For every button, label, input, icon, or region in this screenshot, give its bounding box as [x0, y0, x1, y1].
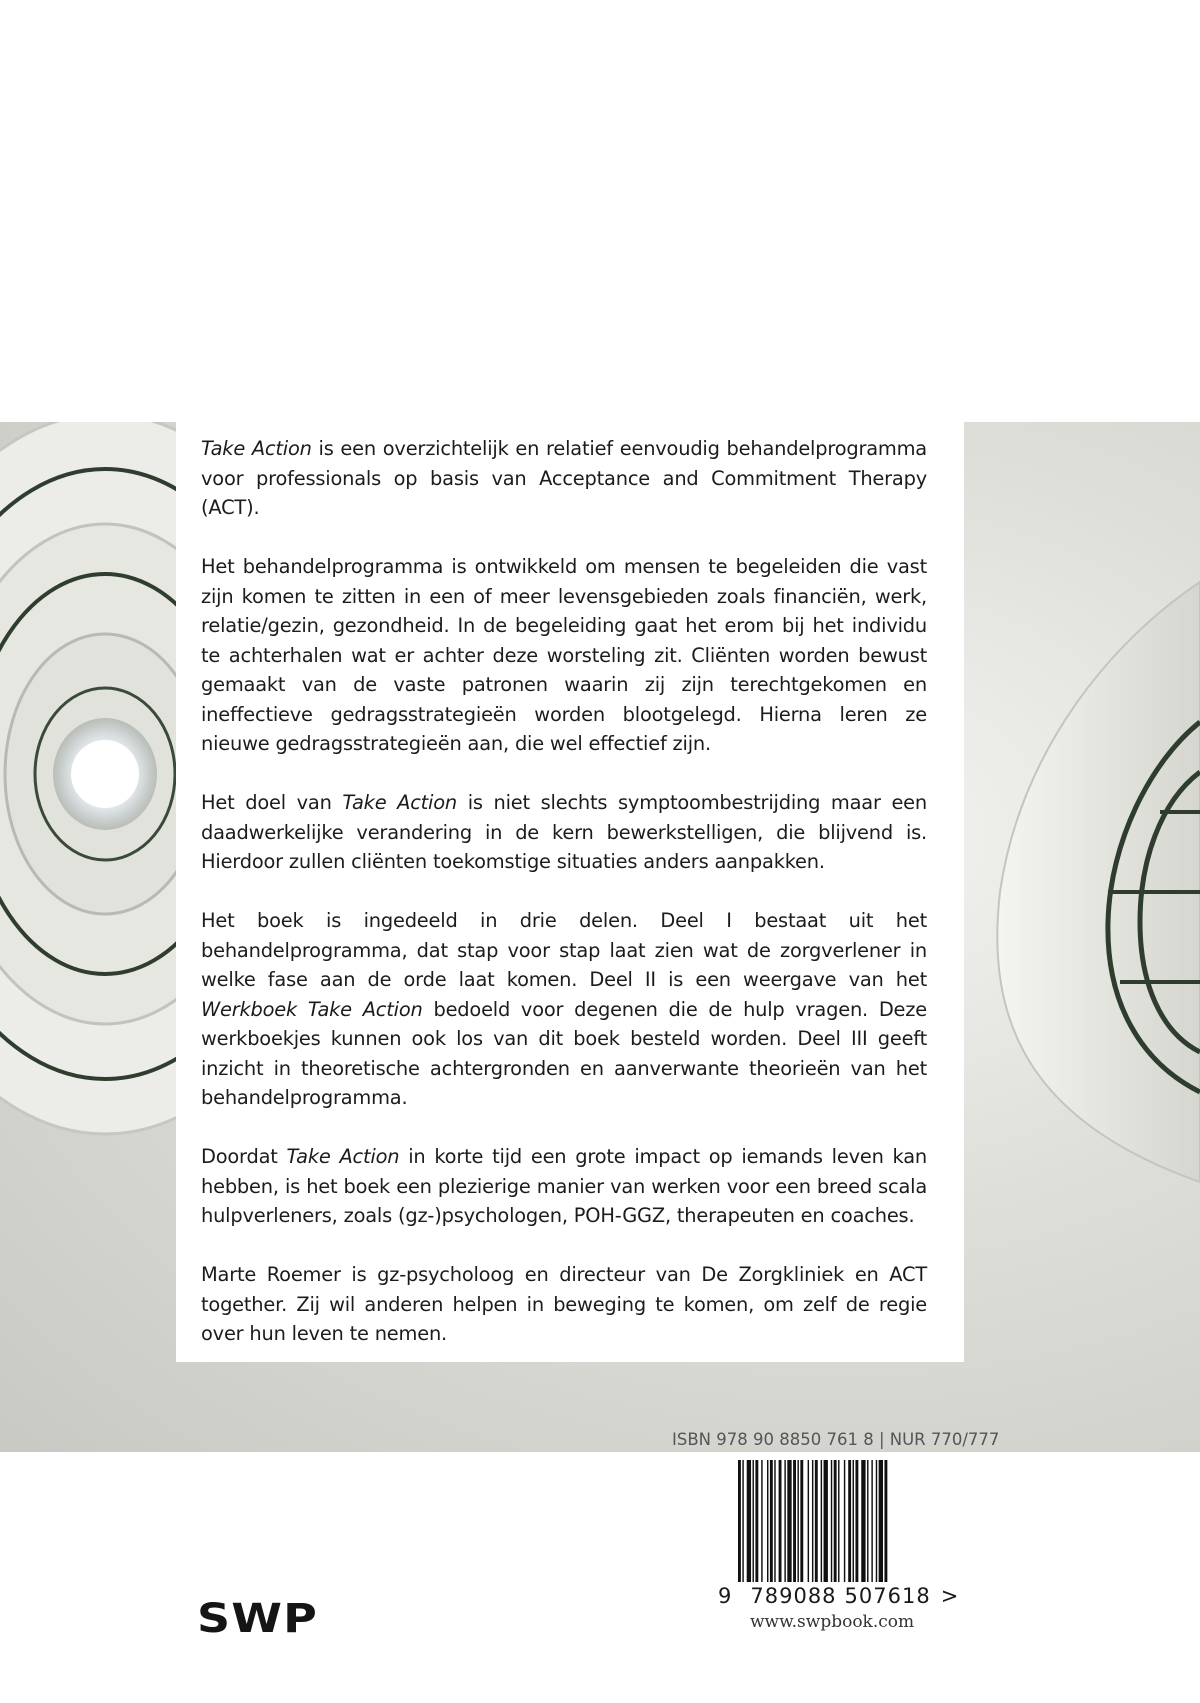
blurb-paragraph — [201, 434, 927, 523]
barcode-bar — [844, 1460, 845, 1582]
barcode-bar — [761, 1460, 762, 1582]
barcode-bar — [867, 1460, 868, 1582]
barcode-bar — [861, 1460, 865, 1582]
barcode-arrow: > — [940, 1584, 960, 1608]
barcode-first-digit: 9 — [718, 1584, 733, 1608]
barcode-bar — [815, 1460, 818, 1582]
italic-title-run: Take Action — [201, 437, 312, 460]
barcode-bar — [779, 1460, 782, 1582]
publisher-logo: SWP — [197, 1596, 319, 1642]
barcode-bar — [755, 1460, 758, 1582]
barcode-bar — [774, 1460, 775, 1582]
text-run: bedoeld voor degenen die de hulp vragen. Deze werkboekjes kunnen ook los van dit boek besteld worden. Deel III geeft inzicht in theoretische achtergronden en aanverwante theorieën van het behandelprogramma. — [201, 997, 927, 1109]
text-run: Doordat — [201, 1145, 287, 1168]
barcode-bar — [808, 1460, 809, 1582]
barcode-digits — [718, 1584, 959, 1608]
text-run: Het boek is ingedeeld in drie delen. Deel I bestaat uit het behandelprogramma, dat stap voor stap laat zien wat de zorgverlener in welke fase aan de orde laat komen. Deel II is een weergave van het — [201, 909, 927, 991]
barcode-bar — [797, 1460, 798, 1582]
blurb-paragraph — [201, 552, 927, 759]
isbn-nur-line: ISBN 978 90 8850 761 8 | NUR 770/777 — [672, 1430, 1000, 1449]
blurb-paragraph — [201, 1142, 927, 1231]
barcode-bar — [884, 1460, 887, 1582]
barcode-bar — [834, 1460, 837, 1582]
barcode-bar — [831, 1460, 832, 1582]
barcode-bar — [800, 1460, 803, 1582]
barcode-bar — [747, 1460, 751, 1582]
barcode-bar — [784, 1460, 785, 1582]
italic-title-run: Take Action — [342, 791, 458, 814]
text-run: Het behandelprogramma is ontwikkeld om mensen te begeleiden die vast zijn komen te zitten in een of meer levensgebieden zoals financiën, werk, relatie/gezin, gezondheid. In de begeleiding gaat het erom bij het individu te achterhalen wat er achter deze worsteling zit. Cliënten worden bewust gemaakt van de vaste patronen waarin zij zijn terechtgekomen en ineffectieve gedragsstrategieën worden blootgelegd. Hierna leren ze nieuwe gedragsstrategieën aan, die wel effectief zijn. — [201, 555, 927, 755]
barcode-bar — [879, 1460, 883, 1582]
barcode-bar — [770, 1460, 773, 1582]
barcode-bar — [848, 1460, 851, 1582]
text-run: is niet slechts symptoombestrijding maar een daadwerkelijke verandering in de kern bewerkstelligen, die blijvend is. Hierdoor zullen cliënten toekomstige situaties anders aanpakken. — [201, 791, 927, 873]
barcode-bar — [787, 1460, 791, 1582]
back-cover-blurb — [176, 422, 964, 1362]
publisher-url: www.swpbook.com — [750, 1612, 915, 1632]
italic-title-run: Werkboek Take Action — [201, 997, 423, 1021]
barcode-right-group: 507618 — [844, 1584, 931, 1608]
blurb-paragraph — [201, 788, 927, 877]
barcode-bar — [753, 1460, 754, 1582]
barcode-bar — [821, 1460, 822, 1582]
barcode-bar — [853, 1460, 854, 1582]
barcode-left-group: 789088 — [750, 1584, 837, 1608]
barcode-bar — [838, 1460, 839, 1582]
barcode-bar — [793, 1460, 796, 1582]
barcode-bar — [855, 1460, 858, 1582]
barcode-bar — [767, 1460, 768, 1582]
isbn-barcode — [738, 1460, 920, 1582]
barcode-bar — [824, 1460, 828, 1582]
text-run: is een overzichtelijk en relatief eenvoudig behandelprogramma voor professionals op basis van Acceptance and Commitment Therapy (ACT). — [201, 437, 927, 519]
blurb-paragraph — [201, 1260, 927, 1349]
barcode-bar — [876, 1460, 877, 1582]
text-run: in korte tijd een grote impact op iemands leven kan hebben, is het boek een plezierige manier van werken voor een breed scala hulpverleners, zoals (gz-)psychologen, POH-GGZ, therapeuten en coaches. — [201, 1145, 927, 1227]
barcode-bar — [738, 1460, 741, 1582]
barcode-bar — [742, 1460, 743, 1582]
text-run: Marte Roemer is gz-psycholoog en directeur van De Zorgkliniek en ACT together. Zij wil anderen helpen in beweging te komen, om zelf de regie over hun leven te nemen. — [201, 1263, 927, 1345]
italic-title-run: Take Action — [286, 1145, 400, 1168]
blurb-paragraph — [201, 906, 927, 1113]
barcode-bar — [871, 1460, 872, 1582]
text-run: Het doel van — [201, 791, 343, 814]
barcode-bar — [812, 1460, 813, 1582]
